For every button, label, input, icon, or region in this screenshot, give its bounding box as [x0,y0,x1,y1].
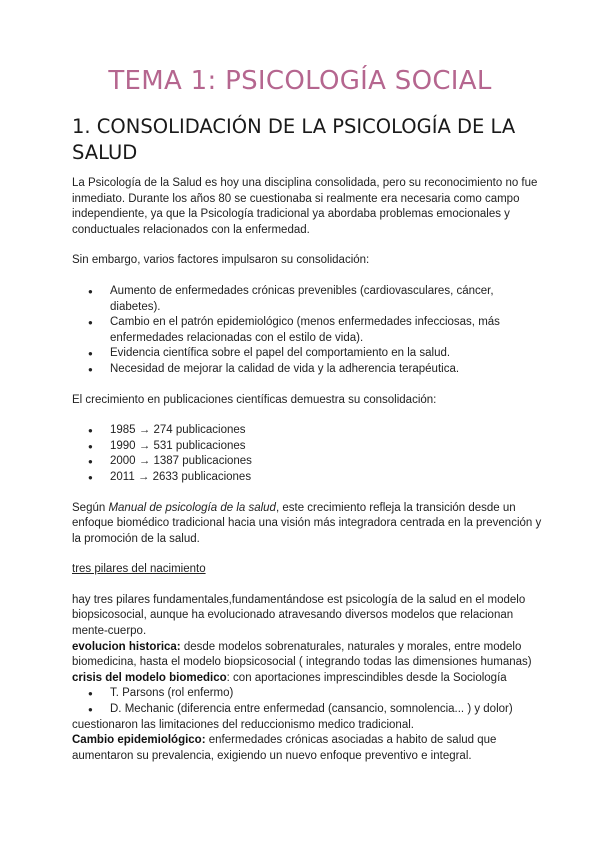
crisis-text: : con aportaciones imprescindibles desde la Sociología [226,671,507,684]
list-item: ● 2011 → 2633 publicaciones [72,470,542,486]
intro-paragraph: La Psicología de la Salud es hoy una disciplina consolidada, pero su reconocimiento no fue inmediato. Durante los años 80 se cuestionaba si realmente era necesaria como campo independiente, ya que la Psicología tradicional ya abordaba problemas emocionales y conductuales relacionados con la enfermedad. [72,177,538,236]
list-item: ● Aumento de enfermedades crónicas prevenibles (cardiovasculares, cáncer, diabetes). [72,284,542,315]
publications-list [72,423,542,485]
list-item: ● Cambio en el patrón epidemiológico (menos enfermedades infecciosas, más enfermedades relacionadas con el estilo de vida). [72,315,542,346]
list-item: ● 1990 → 531 publicaciones [72,439,542,455]
evolucion-text: desde modelos sobrenaturales, naturales y morales, entre modelo biomedicina, hasta el modelo biopsicosocial ( integrando todas las dimensiones humanas) [72,640,532,669]
cambio-text: enfermedades crónicas asociadas a habito de salud que aumentaron su prevalencia, exigiendo un nuevo enfoque preventivo e integral. [72,734,497,762]
list-item: ● 1985 → 274 publicaciones [72,423,542,439]
list-item: ● Necesidad de mejorar la calidad de vida y la adherencia terapéutica. [72,362,542,378]
growth-intro: El crecimiento en publicaciones científicas demuestra su consolidación: [72,393,437,406]
pillars-paragraph: hay tres pilares fundamentales,fundamentándose est psicología de la salud en el modelo biopsicosocial, aunque ha evolucionado atravesando diversos modelos que relacionan mente-cuerpo. [72,593,526,638]
factors-list [72,284,542,378]
cambio-label: Cambio epidemiológico: [72,734,206,747]
source-pre: Según [72,501,109,514]
source-paragraph [72,501,542,548]
section-heading: 1. CONSOLIDACIÓN DE LA PSICOLOGÍA DE LA SALUD [72,115,516,164]
book-title: Manual de psicología de la salud [108,501,276,514]
list-item: ● D. Mechanic (diferencia entre enfermedad (cansancio, somnolencia... ) y dolor) [72,702,542,718]
crisis-after: cuestionaron las limitaciones del reduccionismo medico tradicional. [72,718,414,731]
list-item: ● 2000 → 1387 publicaciones [72,454,542,470]
page-title: TEMA 1: PSICOLOGÍA SOCIAL [108,66,492,96]
evolucion-label: evolucion historica: [72,640,181,653]
document-body [72,176,542,764]
cambio-paragraph [72,733,542,764]
crisis-paragraph [72,671,542,687]
evolucion-paragraph [72,640,542,671]
source-post: , este crecimiento refleja la transición desde un enfoque biomédico tradicional hacia una visión más integradora centrada en la prevención y la promoción de la salud. [72,501,542,545]
list-item: ● T. Parsons (rol enfermo) [72,686,542,702]
pillars-heading: tres pilares del nacimiento [72,563,206,576]
crisis-list [72,686,542,717]
list-item: ● Evidencia científica sobre el papel del comportamiento en la salud. [72,346,542,362]
crisis-label: crisis del modelo biomedico [72,671,227,684]
factors-intro: Sin embargo, varios factores impulsaron su consolidación: [72,254,370,267]
